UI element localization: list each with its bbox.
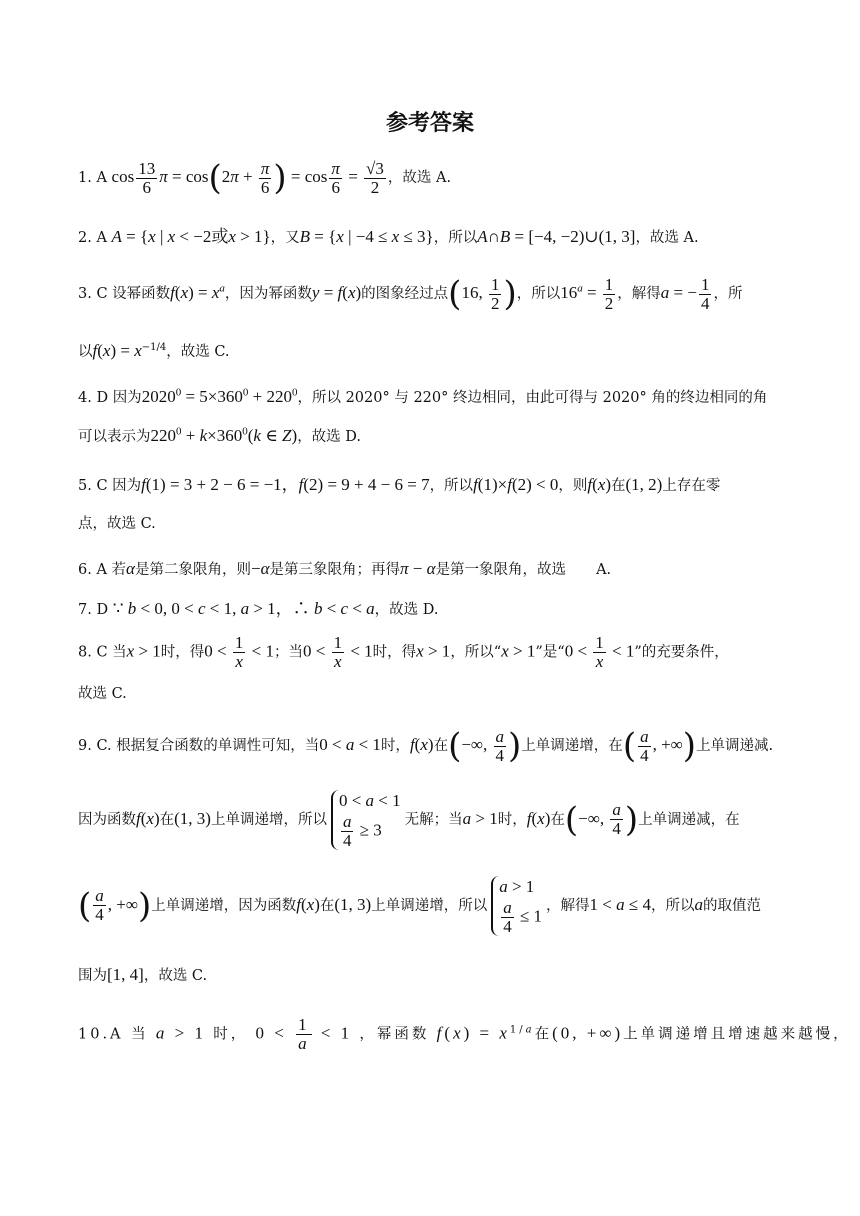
answer-text: ”的充要条件， [634, 644, 729, 661]
answer-text: 因为 [112, 478, 142, 494]
answer-text: ，又 [270, 230, 300, 246]
answer-text: ，所以“ [450, 644, 502, 661]
answer-text: ，则 [558, 478, 588, 494]
answer-text: ，所以 2020° 与 220° 终边相同，由此可得与 2020° 角的终边相同的角 [297, 390, 768, 406]
answer-text: ，所以 [429, 478, 474, 494]
answer-text: ，故选 C. [166, 344, 230, 360]
answer-text: 若 [111, 562, 127, 578]
answer-text: 上单调递增，因为函数 [151, 897, 297, 914]
answer-text: 上单调递增，所以 [210, 811, 327, 828]
answer-3: 3. C 设幂函数$f(x) = x^a$，因为幂函数y = f(x)的图象经过点(16, $\frac{1}{2}$ )，所以$16^a$ = $\frac{1}{2}$ ，解得a = − $\frac{1}{4}$ ，所 [78, 274, 743, 314]
answer-text: 上单调递减. [696, 738, 774, 754]
answer-text: 围为 [78, 968, 107, 984]
answer-text: ；当 [273, 644, 303, 661]
answer-2: 2. A A = {x | x < −2或x > 1}，又B = {x | −4 ≤ x ≤ 3}，所以A∩B = [−4, −2)∪(1, 3]，故选 A. [78, 227, 699, 246]
inequality-system: a > 1 $\frac{a}{4}$ ≤ 1 [491, 876, 542, 936]
answer-text: 上单调递增且增速越来越慢， [623, 1026, 851, 1043]
answer-text: ，故选 D. [297, 429, 362, 445]
answer-9-cont-1: 因为函数f(x)在(1, 3)上单调递增，所以0 < a < 1 $\frac{a}{4}$ ≥ 3无解；当a > 1时，f(x)在(−∞, $\frac{a}{4}$ )上单调递减，在 [78, 791, 740, 850]
answer-text: 上存在零 [662, 478, 721, 494]
answer-text: ，因为幂函数 [224, 286, 312, 302]
answer-number: 4. D [78, 390, 109, 406]
answer-1: 1. A cos $\frac{13}{6}$ π = cos(2π + $\frac{\pi}{6}$ ) = cos $\frac{\pi}{6}$ = $\frac{√3}{2}$ ，故选 A. [78, 158, 452, 198]
answer-number: 10.A [78, 1026, 124, 1043]
answer-10: 10.A 当 a > 1 时， 0 < $\frac{1}{a}$ < 1 ，幂函数 $f(x) = x^{1/a}$在(0, +∞)上单调递增且增速越来越慢， [78, 1015, 851, 1053]
answer-text: 无解；当 [404, 811, 463, 828]
answer-text: 以 [78, 344, 93, 360]
answer-text: 是第一象限角，故选 [435, 562, 567, 578]
answer-text: ，故选 C. [143, 968, 208, 984]
answer-text: ，故选 D. [374, 602, 439, 618]
answer-text: 是第二象限角，则 [134, 562, 251, 578]
answer-9-cont-2: ( $\frac{a}{4}$ , +∞)上单调递增，因为函数f(x)在(1, 3)上单调递增，所以a > 1 $\frac{a}{4}$ ≤ 1，解得1 < a ≤ 4，所以a的取值范 [78, 877, 761, 936]
answer-text: 上单调递增，所以 [371, 897, 488, 914]
answer-text: 的取值范 [702, 897, 761, 914]
answer-text: A. [596, 562, 612, 578]
answer-text: ，解得 [546, 897, 590, 914]
inequality-system: 0 < a < 1 $\frac{a}{4}$ ≥ 3 [331, 790, 401, 850]
answer-text: ，所以 [516, 286, 561, 302]
answer-4: 4. D 因为$2020^0 = 5\times 360^0 + 220^0$，所以 2020° 与 220° 终边相同，由此可得与 2020° 角的终边相同的角 [78, 386, 768, 406]
answer-text: ，幂函数 [359, 1026, 430, 1043]
answer-text: 在 [534, 1026, 553, 1043]
answer-text: 因为函数 [78, 811, 136, 828]
answer-text: 是第三象限角；再得 [269, 562, 400, 578]
answer-8-cont [78, 682, 784, 703]
answer-number: 6. A [78, 562, 107, 578]
answer-text: 因为 [112, 390, 142, 406]
answer-text: 根据复合函数的单调性可知，当 [116, 738, 320, 754]
answer-8: 8. C 当x > 1时，得0 < $\frac{1}{x}$ < 1；当0 < $\frac{1}{x}$ < 1时，得x > 1，所以“x > 1”是“0 < $\frac{1}{x}$ < 1”的充要条件， [78, 633, 729, 671]
answer-text: ，解得 [617, 286, 661, 302]
answer-text: 时，得 [372, 644, 417, 661]
answer-text: 上单调递增，在 [521, 738, 623, 754]
answer-5: 5. C 因为f(1) = 3 + 2 − 6 = −1，f(2) = 9 + 4 − 6 = 7，所以f(1)×f(2) < 0，则f(x)在(1, 2)上存在零 [78, 475, 721, 494]
answer-text: 在 [611, 478, 626, 494]
answer-number: 2. A [78, 230, 107, 246]
answer-text: 时， [497, 811, 527, 828]
answer-number: 9. C. [78, 738, 112, 754]
answer-text: 可以表示为 [78, 429, 151, 445]
answer-3-cont: 以$f(x) = x^{-1/4}$，故选 C. [78, 341, 230, 360]
answer-number: 5. C [78, 478, 108, 494]
answer-text: 在 [159, 811, 175, 828]
answer-9-cont-3: 围为[1, 4]，故选 C. [78, 965, 208, 984]
answer-text: 故选 C. [78, 686, 127, 702]
answer-text: ，故选 A. [387, 170, 452, 186]
answer-number: 1. A [78, 170, 107, 186]
answer-text: 时， [213, 1026, 249, 1043]
answer-number: 7. D [78, 602, 109, 618]
answer-9: 9. C. 根据复合函数的单调性可知，当0 < a < 1时，f(x)在(−∞, $\frac{a}{4}$ )上单调递增，在( $\frac{a}{4}$ , +∞)上单调递减. [78, 726, 774, 766]
answer-text: 时，得 [160, 644, 205, 661]
answer-4-cont: 可以表示为$220^0 + k\times 360^0(k$ ∈ Z)，故选 D. [78, 425, 362, 445]
answer-text: ，所 [713, 286, 743, 302]
answer-6: 6. A 若α是第二象限角，则−α是第三象限角；再得π − α是第一象限角，故选 A. [78, 559, 612, 578]
answer-text: 当 [112, 644, 127, 661]
answer-text: 时， [380, 738, 410, 754]
answer-text: 当 [131, 1026, 149, 1043]
answer-text: 在 [319, 897, 335, 914]
answer-7: 7. D ∵ b < 0, 0 < c < 1, a > 1，∴ b < c < a，故选 D. [78, 599, 439, 618]
answer-number: 8. C [78, 644, 108, 661]
answer-text: 在 [433, 738, 449, 754]
answer-text: 的图象经过点 [361, 286, 449, 302]
answer-text: 点，故选 C. [78, 516, 156, 532]
page-title: 参考答案 [385, 111, 474, 136]
answer-number: 3. C [78, 286, 108, 302]
answer-text: 在 [550, 811, 565, 828]
answer-text: ，故选 A. [635, 230, 699, 246]
answer-text: 上单调递减，在 [638, 811, 740, 828]
answer-text: 设幂函数 [112, 286, 171, 302]
answer-text: ”是“ [535, 644, 565, 661]
answer-5-cont [78, 512, 784, 533]
answer-text: ，所以 [433, 230, 478, 246]
answer-text: ，所以 [650, 897, 695, 914]
